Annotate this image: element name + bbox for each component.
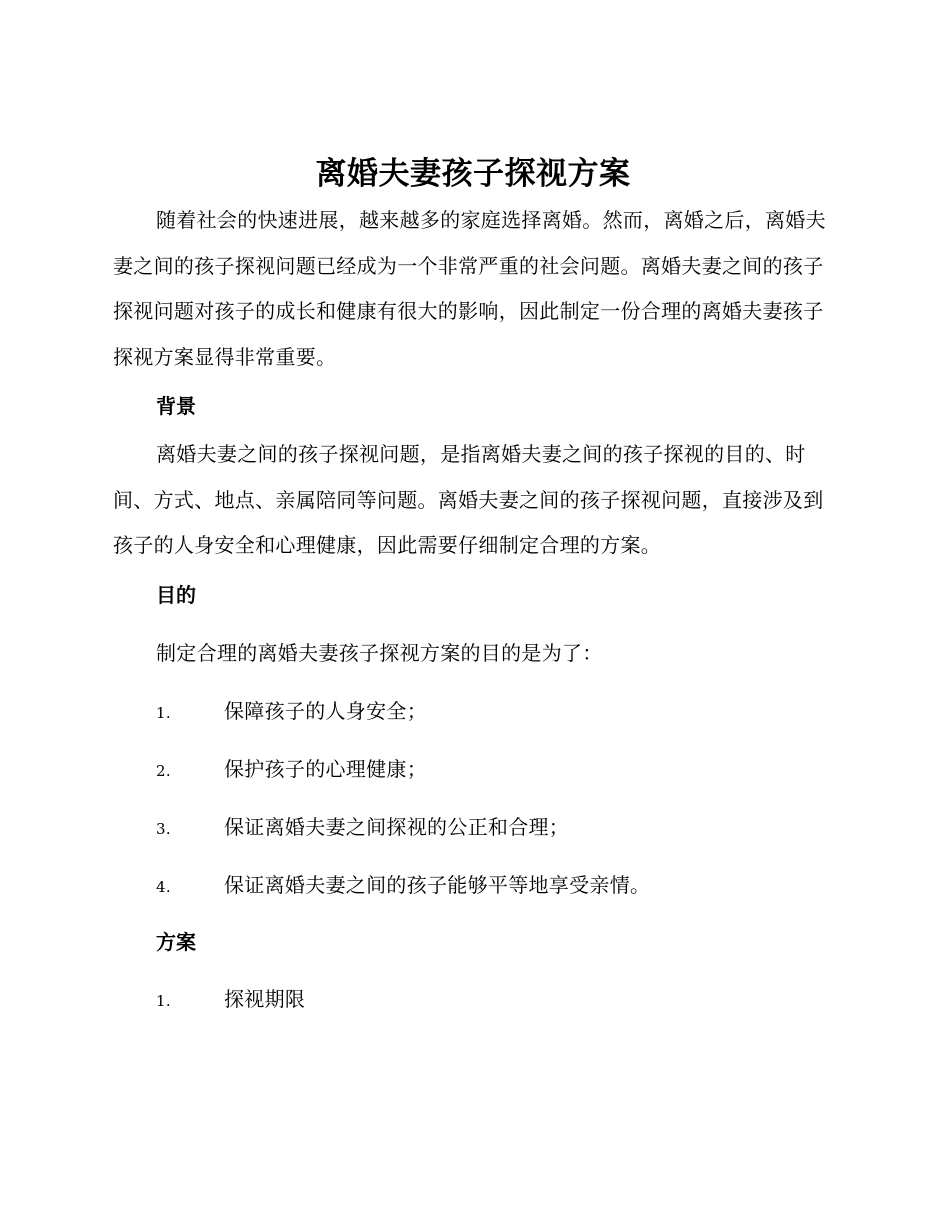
spacer [113, 380, 833, 392]
list-item-text: 探视期限 [224, 986, 306, 1011]
list-item-number: 4. [156, 877, 171, 896]
section-heading-plan: 方案 [156, 929, 196, 954]
list-item [113, 871, 833, 899]
document-title: 离婚夫妻孩子探视方案 [315, 156, 631, 192]
section-heading-background: 背景 [156, 394, 196, 418]
spacer [113, 899, 833, 928]
list-item [113, 755, 833, 783]
list-item-text: 保障孩子的人身安全； [224, 698, 427, 723]
list-item-number: 1. [156, 991, 171, 1010]
list-item-number: 3. [156, 819, 171, 838]
intro-paragraph: 随着社会的快速进展，越来越多的家庭选择离婚。然而，离婚之后，离婚夫妻之间的孩子探视问题已经成为一个非常严重的社会问题。离婚夫妻之间的孩子探视问题对孩子的成长和健康有很大的影响，因此制定一份合理的离婚夫妻孩子探视方案显得非常重要。 [113, 208, 826, 369]
spacer [113, 725, 833, 755]
background-paragraph: 离婚夫妻之间的孩子探视问题，是指离婚夫妻之间的孩子探视的目的、时间、方式、地点、亲属陪同等问题。离婚夫妻之间的孩子探视问题，直接涉及到孩子的人身安全和心理健康，因此需要仔细制定合理的方案。 [113, 442, 824, 557]
spacer [113, 783, 833, 813]
purpose-list [113, 667, 833, 899]
list-item-text: 保护孩子的心理健康； [224, 756, 427, 781]
list-item-text: 保证离婚夫妻之间探视的公正和合理； [224, 814, 570, 839]
document-page [113, 150, 833, 1013]
list-item-text: 保证离婚夫妻之间的孩子能够平等地享受亲情。 [224, 872, 651, 897]
spacer [113, 841, 833, 871]
plan-list [113, 985, 833, 1013]
spacer [113, 667, 833, 697]
list-item [113, 985, 833, 1013]
spacer [113, 569, 833, 581]
list-item [113, 813, 833, 841]
list-item-number: 1. [156, 703, 171, 722]
list-item-number: 2. [156, 761, 171, 780]
spacer [113, 956, 833, 985]
purpose-lead-text: 制定合理的离婚夫妻孩子探视方案的目的是为了： [156, 640, 603, 665]
section-heading-purpose: 目的 [156, 582, 196, 607]
spacer [113, 609, 833, 639]
spacer [113, 420, 833, 432]
list-item [113, 697, 833, 725]
